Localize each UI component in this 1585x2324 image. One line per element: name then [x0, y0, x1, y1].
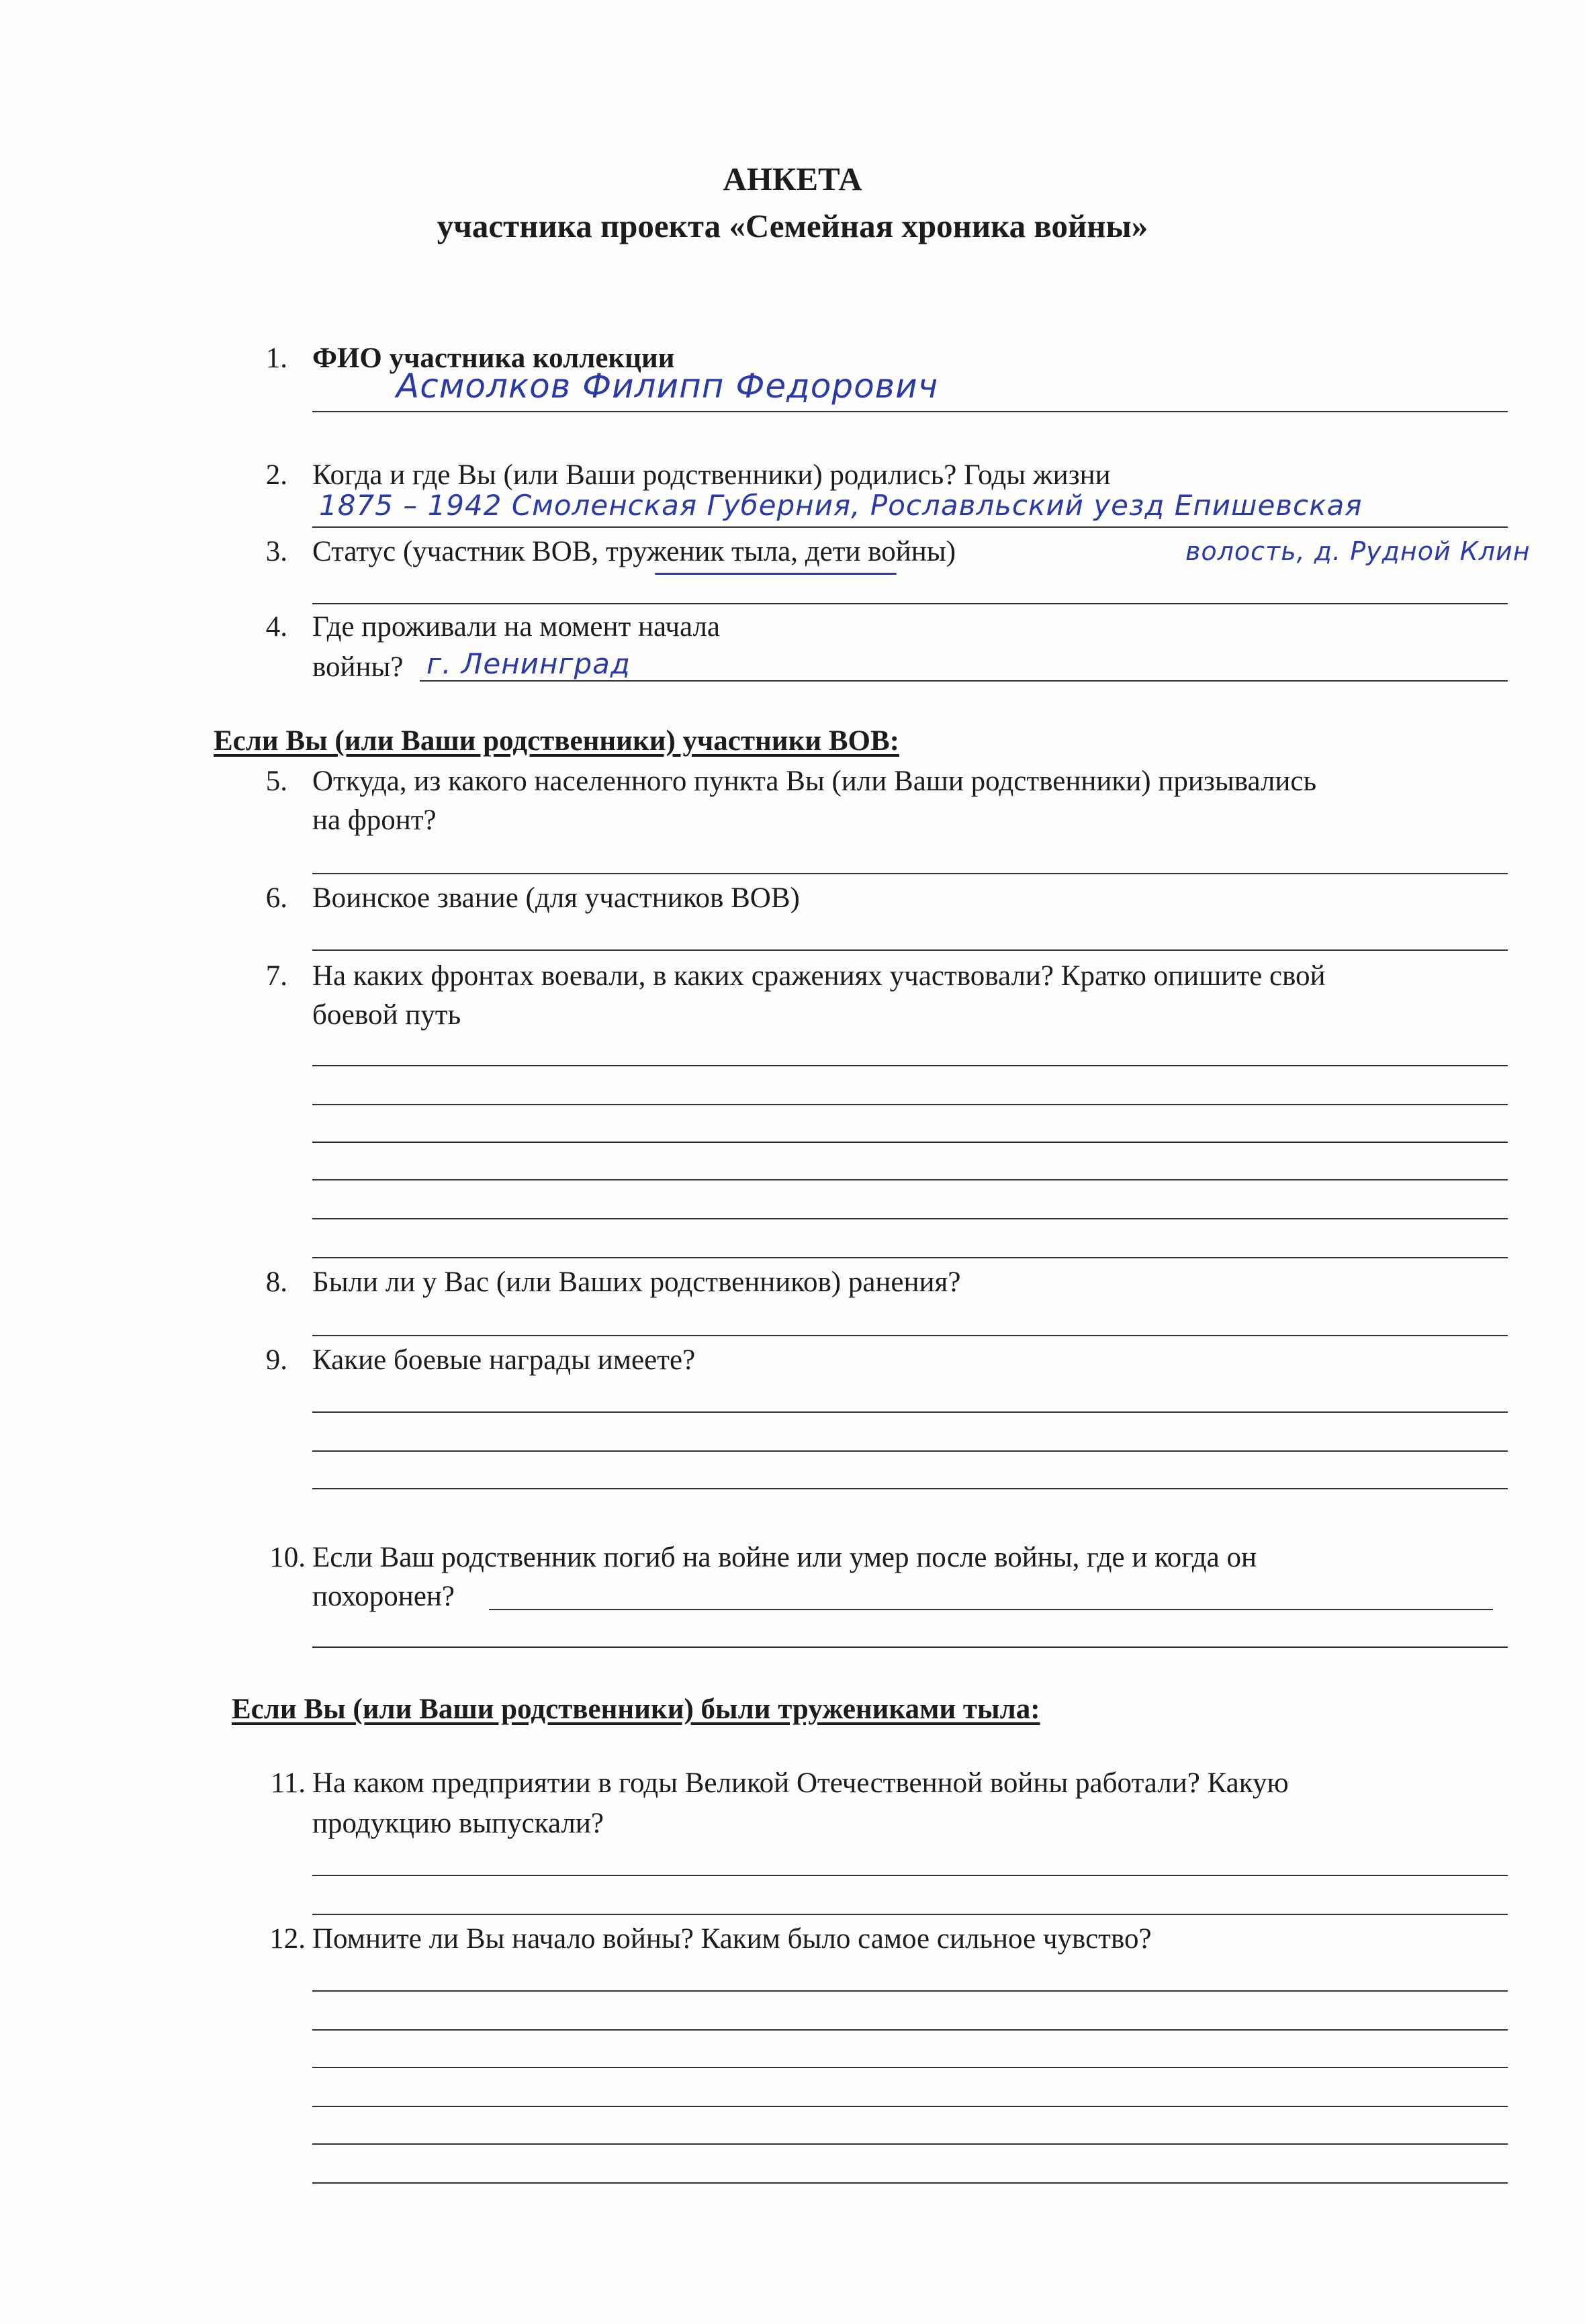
question-number: 12.	[269, 1923, 306, 1955]
question-number: 11.	[270, 1767, 306, 1799]
question-5-text: Откуда, из какого населенного пункта Вы (или Ваши родственники) призывались	[312, 765, 1317, 797]
question-number: 1.	[265, 342, 287, 374]
question-number: 5.	[265, 765, 287, 797]
question-number: 7.	[265, 960, 287, 992]
question-10-text-cont: похоронен?	[312, 1581, 455, 1612]
question-number: 4.	[265, 611, 287, 643]
answer-line	[312, 526, 1508, 528]
question-5-text-cont: на фронт?	[312, 804, 437, 836]
question-6-text: Воинское звание (для участников ВОВ)	[312, 882, 800, 914]
section-heading-vov: Если Вы (или Ваши родственники) участники ВОВ:	[214, 725, 899, 757]
answer-line	[312, 2182, 1508, 2184]
question-number: 9.	[265, 1344, 287, 1376]
answer-line	[312, 1990, 1508, 1992]
answer-1-handwritten[interactable]: Асмолков Филипп Федорович	[396, 367, 939, 406]
question-9-text: Какие боевые награды имеете?	[312, 1344, 696, 1376]
answer-line	[312, 949, 1508, 951]
question-number: 6.	[265, 882, 287, 914]
question-12-text: Помните ли Вы начало войны? Каким было самое сильное чувство?	[312, 1923, 1152, 1955]
question-7-text-cont: боевой путь	[312, 999, 461, 1031]
question-11-text: На каком предприятии в годы Великой Отечественной войны работали? Какую	[312, 1767, 1289, 1799]
answer-line	[312, 2029, 1508, 2031]
answer-line	[312, 411, 1508, 412]
answer-line	[312, 1179, 1508, 1180]
question-number: 10.	[269, 1542, 306, 1573]
answer-line	[312, 1875, 1508, 1876]
answer-line	[312, 1450, 1508, 1452]
question-1-text: ФИО участника коллекции	[312, 342, 675, 374]
answer-line	[312, 1257, 1508, 1258]
answer-line	[312, 1646, 1508, 1648]
answer-line	[312, 603, 1508, 604]
question-3-text: Статус (участник ВОВ, труженик тыла, дети войны)	[312, 536, 956, 567]
answer-line	[312, 2106, 1508, 2107]
answer-line	[312, 873, 1508, 874]
question-11-text-cont: продукцию выпускали?	[312, 1808, 604, 1839]
question-8-text: Были ли у Вас (или Ваших родственников) ранения?	[312, 1266, 961, 1298]
page-title: АНКЕТА	[723, 160, 862, 197]
answer-line	[312, 1335, 1508, 1336]
question-2-text: Когда и где Вы (или Ваши родственники) родились? Годы жизни	[312, 459, 1111, 491]
answer-line	[312, 1142, 1508, 1143]
answer-line	[312, 1488, 1508, 1489]
answer-line	[312, 1914, 1508, 1915]
answer-line	[420, 680, 1508, 682]
section-heading-home-front: Если Вы (или Ваши родственники) были тружениками тыла:	[232, 1693, 1040, 1725]
status-underline-mark	[655, 573, 897, 575]
question-4-text: Где проживали на момент начала	[312, 611, 721, 643]
question-number: 8.	[265, 1266, 287, 1298]
question-number: 3.	[265, 536, 287, 567]
answer-line	[312, 1218, 1508, 1219]
answer-2-handwritten-continuation[interactable]: волость, д. Рудной Клин	[1185, 537, 1531, 566]
answer-line	[312, 1411, 1508, 1413]
page-subtitle: участника проекта «Семейная хроника войны»	[437, 207, 1148, 244]
question-10-text: Если Ваш родственник погиб на войне или умер после войны, где и когда он	[312, 1542, 1257, 1573]
answer-line	[312, 1065, 1508, 1066]
answer-line	[489, 1609, 1493, 1610]
question-number: 2.	[265, 459, 287, 491]
question-4-text-cont: войны?	[312, 651, 404, 683]
answer-line	[312, 2067, 1508, 2068]
answer-2-handwritten[interactable]: 1875 – 1942 Смоленская Губерния, Рославльский уезд Епишевская	[319, 489, 1363, 522]
question-7-text: На каких фронтах воевали, в каких сражениях участвовали? Кратко опишите свой	[312, 960, 1326, 992]
answer-4-handwritten[interactable]: г. Ленинград	[426, 647, 631, 680]
answer-line	[312, 1104, 1508, 1105]
answer-line	[312, 2143, 1508, 2145]
